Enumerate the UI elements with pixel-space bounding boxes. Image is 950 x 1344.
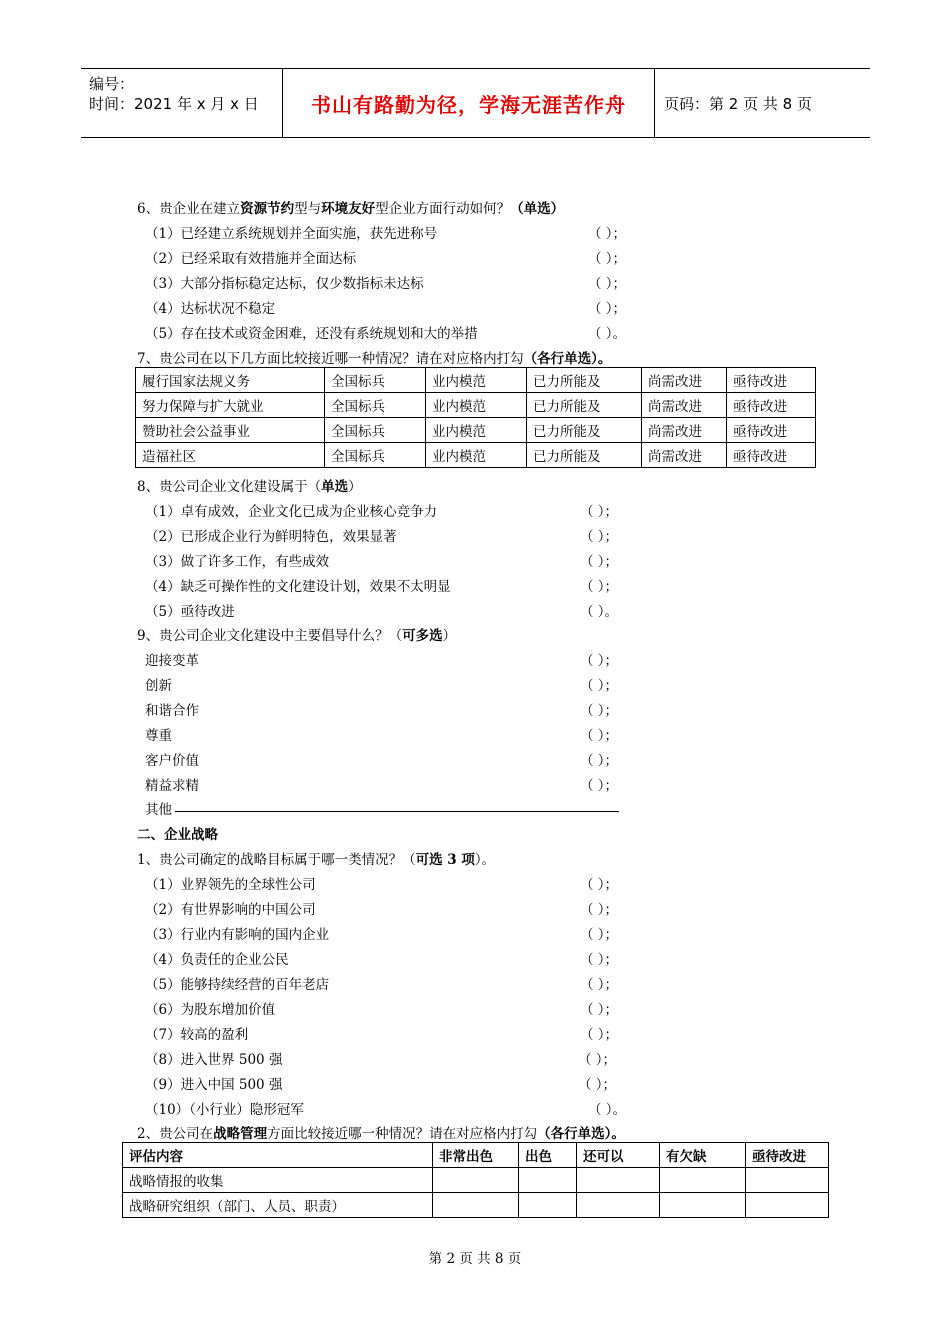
header-page-info: 页码：第 2 页 共 8 页 — [664, 95, 812, 113]
answer-blank[interactable]: （ ）； — [578, 1077, 617, 1093]
table-cell[interactable]: 亟待改进 — [727, 393, 816, 418]
table-row — [136, 393, 816, 418]
table-cell: 战略研究组织（部门、人员、职责） — [123, 1193, 433, 1218]
s2q1-option: （7）较高的盈利 — [145, 1027, 249, 1043]
table-cell[interactable]: 业内模范 — [426, 443, 527, 468]
table-cell[interactable] — [577, 1193, 660, 1218]
table-cell[interactable] — [660, 1193, 746, 1218]
table-cell[interactable]: 全国标兵 — [325, 443, 426, 468]
table-cell[interactable] — [660, 1168, 746, 1193]
question-8: 8、贵公司企业文化建设属于（单选） — [137, 479, 362, 495]
answer-blank[interactable]: （ ）； — [580, 504, 619, 520]
s2q1-option: （6）为股东增加价值 — [145, 1002, 276, 1018]
q6-option: （5）存在技术或资金困难，还没有系统规划和大的举措 — [145, 326, 478, 342]
table-row — [136, 368, 816, 393]
answer-blank[interactable]: （ ）； — [580, 952, 619, 968]
table-cell[interactable] — [746, 1193, 829, 1218]
table-cell[interactable]: 全国标兵 — [325, 418, 426, 443]
table-header-cell: 评估内容 — [123, 1143, 433, 1168]
answer-blank[interactable]: （ ）； — [588, 276, 627, 292]
question-s2-2: 2、贵公司在战略管理方面比较接近哪一种情况？请在对应格内打勾（各行单选）。 — [137, 1126, 625, 1142]
answer-blank[interactable]: （ ）； — [580, 778, 619, 794]
table-header-cell: 还可以 — [577, 1143, 660, 1168]
answer-blank[interactable]: （ ）； — [580, 703, 619, 719]
q9-option: 尊重 — [145, 728, 172, 744]
table-row — [123, 1168, 829, 1193]
table-cell[interactable]: 已力所能及 — [527, 443, 642, 468]
table-cell[interactable]: 全国标兵 — [325, 393, 426, 418]
table-cell[interactable] — [746, 1168, 829, 1193]
table-row — [136, 443, 816, 468]
table-cell[interactable]: 业内模范 — [426, 368, 527, 393]
q7-table — [135, 367, 816, 468]
s2q1-option: （10）（小行业）隐形冠军 — [145, 1102, 304, 1118]
answer-blank[interactable]: （ ）； — [580, 902, 619, 918]
q9-option: 客户价值 — [145, 753, 199, 769]
answer-blank[interactable]: （ ）。 — [588, 326, 627, 342]
table-header-cell: 亟待改进 — [746, 1143, 829, 1168]
s2q1-option: （5）能够持续经营的百年老店 — [145, 977, 330, 993]
table-header-cell: 出色 — [519, 1143, 577, 1168]
table-cell[interactable] — [519, 1168, 577, 1193]
answer-blank[interactable]: （ ）； — [588, 301, 627, 317]
table-cell[interactable]: 业内模范 — [426, 418, 527, 443]
table-cell[interactable]: 尚需改进 — [642, 418, 727, 443]
q9-option: 和谐合作 — [145, 703, 199, 719]
table-cell[interactable]: 亟待改进 — [727, 443, 816, 468]
q8-option: （4）缺乏可操作性的文化建设计划，效果不太明显 — [145, 579, 451, 595]
answer-blank[interactable]: （ ）； — [580, 653, 619, 669]
table-cell[interactable]: 尚需改进 — [642, 393, 727, 418]
table-cell: 努力保障与扩大就业 — [136, 393, 325, 418]
q8-option: （1）卓有成效，企业文化已成为企业核心竞争力 — [145, 504, 438, 520]
table-cell[interactable]: 已力所能及 — [527, 418, 642, 443]
answer-blank[interactable]: （ ）； — [580, 554, 619, 570]
q8-option: （5）亟待改进 — [145, 604, 235, 620]
header-motto: 书山有路勤为径，学海无涯苦作舟 — [283, 69, 655, 137]
table-header-cell: 有欠缺 — [660, 1143, 746, 1168]
table-cell[interactable]: 业内模范 — [426, 393, 527, 418]
question-7: 7、贵公司在以下几方面比较接近哪一种情况？请在对应格内打勾（各行单选）。 — [137, 351, 612, 367]
strategy-management-table — [122, 1142, 829, 1218]
table-cell: 履行国家法规义务 — [136, 368, 325, 393]
table-cell[interactable] — [519, 1193, 577, 1218]
time-label: 时间：2021 年 x 月 x 日 — [89, 95, 259, 113]
answer-blank[interactable]: （ ）； — [588, 251, 627, 267]
page-header — [81, 68, 870, 138]
s2q1-option: （2）有世界影响的中国公司 — [145, 902, 316, 918]
s2q1-option: （9）进入中国 500 强 — [145, 1077, 283, 1093]
answer-blank[interactable]: （ ）。 — [588, 1102, 627, 1118]
table-cell[interactable] — [433, 1168, 519, 1193]
answer-blank[interactable]: （ ）； — [578, 1052, 617, 1068]
s2q1-option: （3）行业内有影响的国内企业 — [145, 927, 330, 943]
answer-blank[interactable]: （ ）； — [588, 226, 627, 242]
table-cell: 战略情报的收集 — [123, 1168, 433, 1193]
answer-blank[interactable]: （ ）； — [580, 877, 619, 893]
question-s2-1: 1、贵公司确定的战略目标属于哪一类情况？（可选 3 项）。 — [137, 852, 496, 868]
q8-option: （2）已形成企业行为鲜明特色，效果显著 — [145, 529, 397, 545]
answer-blank[interactable]: （ ）。 — [580, 604, 619, 620]
section-title: 二、企业战略 — [137, 827, 218, 843]
answer-blank[interactable]: （ ）； — [580, 753, 619, 769]
answer-blank[interactable]: （ ）； — [580, 678, 619, 694]
table-row — [136, 418, 816, 443]
header-meta — [81, 69, 283, 137]
answer-blank[interactable]: （ ）； — [580, 1002, 619, 1018]
number-label: 编号： — [89, 75, 135, 93]
q6-option: （4）达标状况不稳定 — [145, 301, 276, 317]
table-cell[interactable]: 已力所能及 — [527, 393, 642, 418]
s2q1-option: （1）业界领先的全球性公司 — [145, 877, 316, 893]
answer-blank[interactable]: （ ）； — [580, 529, 619, 545]
table-cell: 造福社区 — [136, 443, 325, 468]
q6-option: （3）大部分指标稳定达标，仅少数指标未达标 — [145, 276, 424, 292]
page-footer: 第 2 页 共 8 页 — [428, 1251, 522, 1267]
s2q1-option: （4）负责任的企业公民 — [145, 952, 289, 968]
table-cell[interactable]: 亟待改进 — [727, 418, 816, 443]
table-cell[interactable] — [577, 1168, 660, 1193]
table-header-cell: 非常出色 — [433, 1143, 519, 1168]
question-9: 9、贵公司企业文化建设中主要倡导什么？（可多选） — [137, 628, 457, 644]
answer-blank[interactable]: （ ）； — [580, 1027, 619, 1043]
q6-option: （1）已经建立系统规划并全面实施，获先进称号 — [145, 226, 438, 242]
q8-option: （3）做了许多工作，有些成效 — [145, 554, 330, 570]
q6-option: （2）已经采取有效措施并全面达标 — [145, 251, 357, 267]
table-cell[interactable] — [433, 1193, 519, 1218]
s2q1-option: （8）进入世界 500 强 — [145, 1052, 283, 1068]
q9-option: 迎接变革 — [145, 653, 199, 669]
table-cell[interactable]: 亟待改进 — [727, 368, 816, 393]
table-cell[interactable]: 尚需改进 — [642, 368, 727, 393]
table-cell[interactable]: 尚需改进 — [642, 443, 727, 468]
answer-blank[interactable]: （ ）； — [580, 579, 619, 595]
table-cell[interactable]: 已力所能及 — [527, 368, 642, 393]
other-fill-line[interactable] — [175, 811, 619, 812]
q9-other-label: 其他 — [145, 802, 172, 818]
table-header-row — [123, 1143, 829, 1168]
table-row — [123, 1193, 829, 1218]
table-cell: 赞助社会公益事业 — [136, 418, 325, 443]
table-cell[interactable]: 全国标兵 — [325, 368, 426, 393]
answer-blank[interactable]: （ ）； — [580, 728, 619, 744]
question-6: 6、贵企业在建立资源节约型与环境友好型企业方面行动如何？（单选） — [137, 201, 565, 217]
answer-blank[interactable]: （ ）； — [580, 927, 619, 943]
q9-option: 创新 — [145, 678, 172, 694]
answer-blank[interactable]: （ ）； — [580, 977, 619, 993]
q9-option: 精益求精 — [145, 778, 199, 794]
